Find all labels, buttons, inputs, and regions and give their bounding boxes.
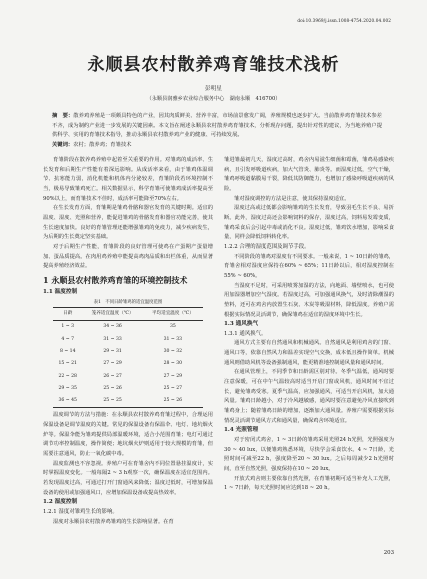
table-row	[53, 346, 203, 358]
table-row	[53, 358, 203, 370]
page-number: 203	[383, 550, 394, 556]
table-row	[53, 320, 203, 333]
table-cell: 15 ~ 21	[58, 361, 77, 367]
table-cell: 25 ~ 26	[103, 386, 122, 392]
table-cell: 1 ~ 3	[61, 324, 75, 330]
abstract-text: 散养鸡养殖是一项颇具特色的产业，因其肉质鲜美、营养丰富，市场前景愈发广阔，养殖规模也逐步扩大。当前散养鸡育雏技术参差不齐，成为制约产业进一步发展的关键因素。本文旨在阐述永顺县农村散养鸡育雏技术，分析现存问题，提出针对性的建议，为当地养殖户提供科学、实用的育雏技术指导，推动永顺县农村散养鸡产业的健康、可持续发展。	[52, 113, 382, 139]
table-cell: 28 ~ 30	[163, 361, 183, 367]
author-name: 彭明星	[205, 86, 222, 92]
abstract-label: 摘 要：	[52, 113, 74, 119]
body-paragraph: 开放式鸡舍则主要依靠自然光照，在育雏初期可适当补充人工光照，1 ~ 7日龄，每天光照时间应达到18 ~ 20 h。	[224, 475, 394, 492]
article-title: 永顺县农村散养鸡育雏技术浅析	[87, 55, 340, 75]
table-header-cell: 平均适宜温度（℃）	[143, 307, 203, 320]
table-cell: 4 ~ 7	[61, 336, 75, 342]
subsection-heading: 1.4 光照管理	[224, 427, 259, 434]
table-cell: 26 ~ 27	[103, 373, 122, 379]
keywords-line	[52, 141, 382, 151]
right-column	[224, 156, 394, 494]
intro-paragraph: 在生长发育方面，育雏期是雏鸡骨骼和器官发育的关键时期。适宜的温度、湿度、光照和营养，能促进雏鸡的骨骼发育和器官功能完善，使其生长速度加快。良好的育雏管理还能增强雏鸡的免疫力，减少疾病发生，为后期的生长奠定坚实基础。	[43, 205, 213, 241]
table-cell: 25 ~ 25	[82, 395, 142, 408]
intro-paragraph: 对于后期生产性能，育雏阶段的良好管理可使鸡在产蛋期产蛋量增加、蛋品质提高。在肉用鸡养殖中能提高鸡肉品质和出栏体重，从而显著提高养殖经济效益。	[43, 243, 213, 270]
body-paragraph: 雏进雏最初几天，湿度过高时，鸡舍内易滋生细菌和霉菌，雏鸡易感染疾病，且引发呼吸道疾病，加大气管炎、肺炎等。而湿度过低，空气干燥，雏鸡呼吸道黏膜易干裂，降低其防御能力，也增加了感染呼吸道疾病的风险。	[224, 157, 394, 192]
body-paragraph: 雏对湿度调控的方法是注意，使其保持湿度适宜。	[234, 195, 350, 202]
table-cell: 36 ~ 45	[53, 395, 82, 408]
section-heading: 1 永顺县农村散养鸡育雏的环境控制技术	[43, 274, 188, 285]
body-paragraph: 通风方式主要有自然通风和机械通风。自然通风是利用鸡舍的门窗、通风口等，依靠自然风力和温差实现空气交换，成本低且操作简单。机械通风则借助风机等设备强制通风，能更精准地控制通风量和通风时间。	[224, 340, 394, 366]
table-caption: 表1 不同日龄雏鸡的适宜温度范围	[93, 299, 163, 305]
table-cell: 29 ~ 35	[58, 386, 77, 392]
table-cell: 25 ~ 27	[163, 386, 183, 392]
abstract-paragraph	[52, 112, 382, 141]
table-cell: 35	[169, 324, 176, 330]
abstract-block	[52, 112, 382, 151]
body-paragraph: 当湿度不足时，可采用喷雾加湿的方法，向地面、墙壁喷水，也可使用加湿器增加空气湿度。若湿度过高，可加强通风换气，及时清除潮湿的垫料，还可在鸡舍内放置生石灰、木炭等吸湿材料，降低湿度。养殖户需根据实际情况灵活调节，确保雏鸡在适宜的湿度环境中生长。	[224, 282, 394, 318]
subsubsection-heading: 1.2.1 湿度对雏鸡生长的影响。	[43, 508, 118, 515]
subsection-heading: 1.2 湿度控制	[43, 499, 78, 506]
intro-paragraph: 育雏阶段在散养鸡养殖中起着至关重要的作用。对雏鸡的成活率、生长发育和后期生产性能有着深远影响。从成活率来看，由于雏鸡体温调节、抗寒能力弱，消化机能和机体内分泌较差，育雏阶段若环境控制不当，极易导致雏鸡死亡。相关数据显示，科学育雏可使雏鸡成活率提高至90%以上，而育雏技术不佳时，成活率可能降至70%左右。	[43, 157, 213, 202]
keywords-label: 关键词：	[52, 142, 74, 149]
subsection-heading: 1.1 温度控制	[43, 288, 78, 295]
table-header-cell: 日龄	[53, 307, 82, 320]
body-paragraph: 湿度对永顺县农村散养鸡雏鸡的生长影响显著。在育	[53, 518, 174, 525]
author-affiliation: （永顺县润雅乡农业综合服务中心 湖南永顺 416700）	[146, 96, 281, 102]
body-paragraph: 温度监测也不容忽视。养殖户可在育雏舍内不同位置悬挂温度计，实时掌握温度变化。一般每隔2 ~ 3 h观察一次，确保温度在适宜范围内。若发现温度过高，可通过打开门窗通风来降低；温度过低时，可增加保温设备的使用或加强通风口，应增加保温设备或提高热效率。	[43, 460, 213, 496]
body-paragraph: 温度调节的方法与措施：在永顺县农村散养鸡育雏过程中，合理运用保温设备是调节温度的关键。常见的保温设备有保温伞、电灯、地坑烟火炉等。保温伞能为雏鸡提供局部温暖环境，适合小范围育雏；电灯可通过调节功率控制温度，操作简便；地坑烟火炉则适用于较大规模的育雏，但需要注意通风，防止一氧化碳中毒。	[43, 412, 213, 457]
table-cell: 27 ~ 29	[103, 361, 122, 367]
table-row	[53, 333, 203, 345]
body-paragraph: 在通风管理上，不同季节和日龄需区别对待。冬季气温低，通风时要注意保暖，可在中午气温较高时适当开启门窗或风机，通风时间不宜过长，避免雏鸡受寒。夏季气温高，应加强通风，可适当开启风机，加大通风量。雏鸡日龄越小，对于冷风越敏感，通风时要注意避免冷风直接吹到雏鸡身上；随着雏鸡日龄的增加，逐渐加大通风量。养殖户需要根据实际情况灵活调节通风方式和通风量，确保鸡舍环境适宜。	[224, 369, 394, 424]
table-cell: 31 ~ 33	[103, 336, 122, 342]
temperature-table	[53, 307, 203, 409]
left-column	[43, 156, 213, 527]
subsubsection-heading: 1.2.2 合理的湿度范围及调节手段。	[224, 243, 310, 250]
body-paragraph: 不同阶段的雏鸡对湿度有不同要求。一般来说，1 ~ 10日龄的雏鸡，育雏舍相对湿度应保持在60% ~ 65%；11日龄以后，相对湿度控制在55% ~ 60%。	[224, 253, 394, 279]
body-paragraph: 湿度过高或过低都会影响雏鸡的生长发育，导致羽毛生长不良、易折断。此外，湿度过高还会影响饲料的保存，湿度过高，饲料易发霉变质，雏鸡采食后会引起中毒或消化不良。湿度过低，雏鸡饮水增加，影响采食量，同样会降低饲料转化率。	[224, 205, 394, 241]
table-cell: 34 ~ 36	[103, 324, 122, 330]
body-paragraph: 对于密闭式鸡舍，1 ~ 3日龄的雏鸡采用光照24 h光照，光照强度为30 ~ 40 lux，以便雏鸡熟悉环境，尽快学会采食饮水。4 ~ 7日龄，光照时间可减至22 h，强度降至20 ~ 30 lux。之后每周减少2 h光照时间，直至自然光照，强度保持在10 ~ 20 lux。	[224, 437, 394, 472]
table-cell: 30 ~ 32	[163, 349, 183, 354]
table-cell: 25 ~ 26	[143, 395, 203, 408]
doi-label: doi:10.3969/j.issn.1008-4754.2020.04.002	[297, 18, 391, 23]
table-cell: 8 ~ 14	[59, 349, 76, 354]
table-header-cell: 笼养适宜温度（℃）	[82, 307, 142, 320]
table-cell: 27 ~ 29	[163, 373, 183, 379]
keywords-text: 农村；散养鸡；育雏技术	[73, 142, 132, 149]
table-row	[53, 370, 203, 382]
table-cell: 31 ~ 33	[163, 336, 183, 342]
subsection-heading: 1.3 通风换气	[224, 321, 259, 328]
table-row	[53, 395, 203, 408]
table-cell: 22 ~ 28	[58, 373, 77, 379]
table-cell: 29 ~ 31	[103, 349, 122, 354]
table-row	[53, 383, 203, 395]
table-header-row	[53, 307, 203, 320]
subsubsection-heading: 1.3.1 通风换气。	[224, 330, 267, 337]
